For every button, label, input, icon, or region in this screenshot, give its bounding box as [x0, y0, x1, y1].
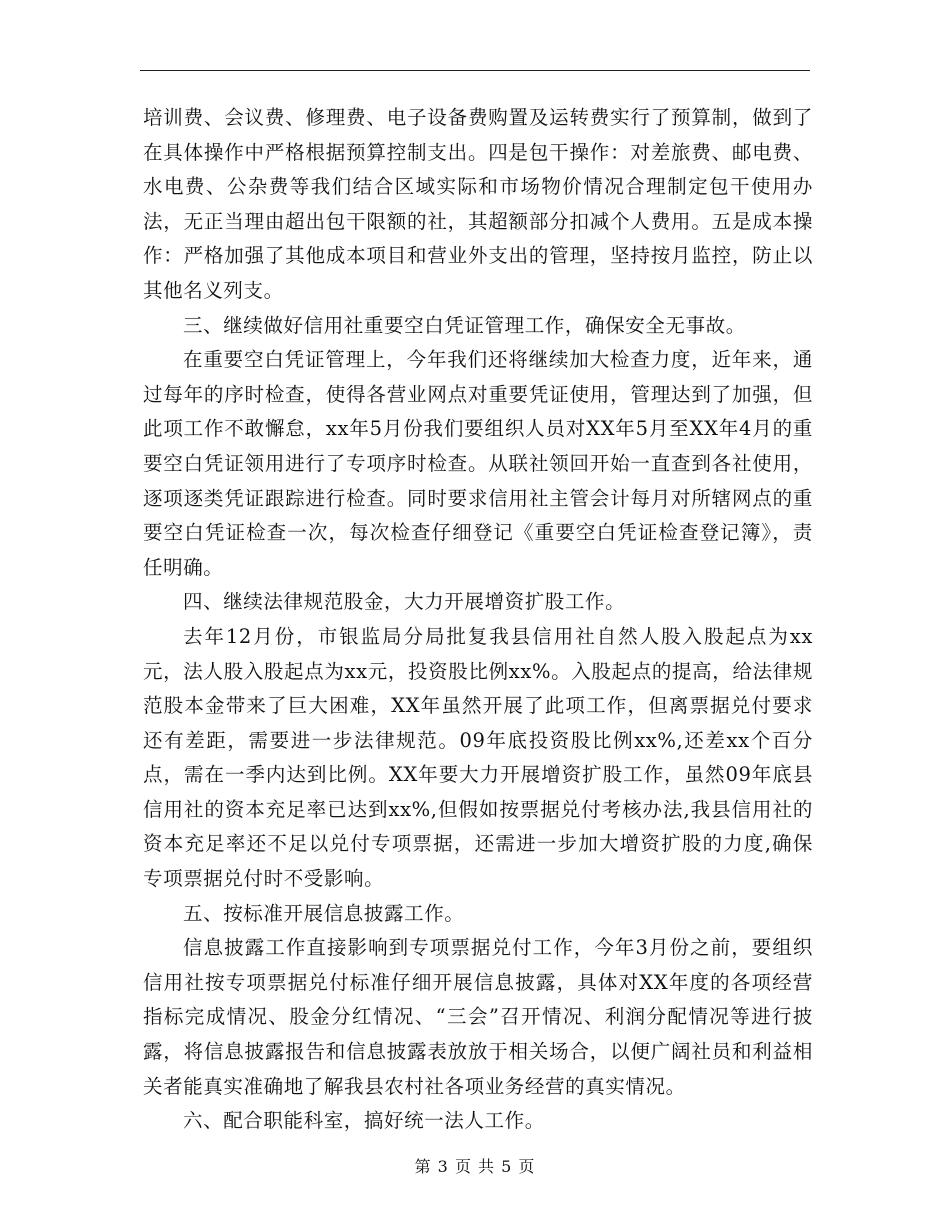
- paragraph-4: 信息披露工作直接影响到专项票据兑付工作，今年3月份之前，要组织信用社按专项票据兑付标准仔细开展信息披露，具体对XX年度的各项经营指标完成情况、股金分红情况、“三会”召开情况、利润分配情况等进行披露，将信息披露报告和信息披露表放放于相关场合，以便广阔社员和利益相关者能真实准确地了解我县农村社各项业务经营的真实情况。: [143, 936, 813, 1098]
- heading-section-6: 六、配合职能科室，搞好统一法人工作。: [183, 1109, 545, 1133]
- header-rule: [140, 70, 810, 71]
- heading-section-4: 四、继续法律规范股金，大力开展增资扩股工作。: [183, 590, 626, 614]
- document-body: [143, 101, 813, 1139]
- paragraph-2: 在重要空白凭证管理上，今年我们还将继续加大检查力度，近年来，通过每年的序时检查，使得各营业网点对重要凭证使用，管理达到了加强，但此项工作不敢懈怠，xx年5月份我们要组织人员对XX年5月至XX年4月的重要空白凭证领用进行了专项序时检查。从联社领回开始一直查到各社使用，逐项逐类凭证跟踪进行检查。同时要求信用社主管会计每月对所辖网点的重要空白凭证检查一次，每次检查仔细登记《重要空白凭证检查登记簿》，责任明确。: [143, 348, 813, 579]
- paragraph-3: 去年12月份，市银监局分局批复我县信用社自然人股入股起点为xx元，法人股入股起点为xx元，投资股比例xx%。入股起点的提高，给法律规范股本金带来了巨大困难，XX年虽然开展了此项工作，但离票据兑付要求还有差距，需要进一步法律规范。09年底投资股比例xx%,还差xx个百分点，需在一季内达到比例。XX年要大力开展增资扩股工作，虽然09年底县信用社的资本充足率已达到xx%,但假如按票据兑付考核办法,我县信用社的资本充足率还不足以兑付专项票据，还需进一步加大增资扩股的力度,确保专项票据兑付时不受影响。: [143, 624, 813, 891]
- heading-section-5: 五、按标准开展信息披露工作。: [183, 901, 465, 925]
- paragraph-1: 培训费、会议费、修理费、电子设备费购置及运转费实行了预算制，做到了在具体操作中严格根据预算控制支出。四是包干操作：对差旅费、邮电费、水电费、公杂费等我们结合区域实际和市场物价情况合理制定包干使用办法，无正当理由超出包干限额的社，其超额部分扣减个人费用。五是成本操作：严格加强了其他成本项目和营业外支出的管理，坚持按月监控，防止以其他名义列支。: [143, 106, 813, 302]
- page-number-footer: 第 3 页 共 5 页: [414, 1157, 536, 1176]
- heading-section-3: 三、继续做好信用社重要空白凭证管理工作，确保安全无事故。: [183, 313, 746, 337]
